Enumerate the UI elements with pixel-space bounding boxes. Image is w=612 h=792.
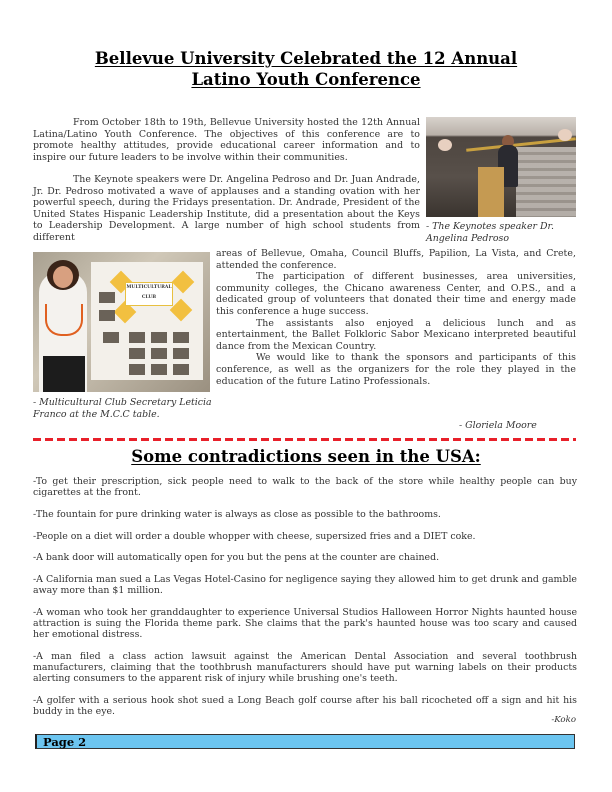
photo-detail <box>99 310 115 321</box>
list-item: -The fountain for pure drinking water is always as close as possible to the bathrooms. <box>33 508 441 520</box>
photo-detail <box>173 332 189 343</box>
page-number: Page 2 <box>43 735 87 749</box>
photo-detail <box>438 139 452 151</box>
photo-caption: - Multicultural Club Secretary Leticia Franco at the M.C.C table. <box>33 397 212 420</box>
paragraph: We would like to thank the sponsors and participants of this conference, as well as the organizers for the role they played in the education of the future Latino Professionals. <box>216 352 576 387</box>
photo-detail <box>43 356 85 392</box>
paragraph: The participation of different businesses, area universities, community colleges, the Chicano awareness Center, and O.P.S., and a dedicated group of volunteers that donated their time and energy made this conference a huge success. <box>216 271 576 317</box>
section-title <box>0 447 612 466</box>
photo-detail <box>558 129 572 141</box>
paragraph: From October 18th to 19th, Bellevue University hosted the 12th Annual Latina/Latino Youth Conference. The objectives of this conference are to promote healthy attitudes, provide educational career information and to inspire our future leaders to be involve within their communities. <box>33 117 420 163</box>
photo-detail <box>173 364 189 375</box>
list-item: -A California man sued a Las Vegas Hotel-Casino for negligence saying they allowed him to get drunk and gamble away more than $1 million. <box>33 574 577 597</box>
photo-detail <box>45 304 83 336</box>
photo-detail <box>103 332 119 343</box>
article-title <box>0 48 612 90</box>
multicultural-club-photo <box>33 252 210 392</box>
article-intro <box>33 117 420 163</box>
paragraph: areas of Bellevue, Omaha, Council Bluffs, Papilion, La Vista, and Crete, attended the conference. <box>216 248 576 271</box>
contradictions-list <box>33 476 577 728</box>
list-item: -A man filed a class action lawsuit against the American Dental Association and several toothbrush manufacturers, claiming that the toothbrush manufacturers should have put warning labels on their products alerting consumers to the apparent risk of injury while brushing one's teeth. <box>33 651 577 685</box>
article-keynote-paragraph <box>33 174 420 244</box>
photo-detail <box>99 292 115 303</box>
list-item: -A bank door will automatically open for you but the pens at the counter are chained. <box>33 552 440 564</box>
board-title: MULTICULTURAL CLUB <box>125 282 173 306</box>
keynote-speaker-photo <box>426 117 576 217</box>
photo-detail <box>129 332 145 343</box>
photo-detail <box>173 348 189 359</box>
article-byline: - Gloriela Moore <box>459 420 537 431</box>
list-item: -A golfer with a serious hook shot sued a Long Beach golf course after his ball ricocheted off a sign and hit his buddy in the eye. <box>33 695 577 718</box>
red-dashed-divider <box>33 438 576 441</box>
page-footer-bar <box>35 734 575 749</box>
paragraph: The Keynote speakers were Dr. Angelina Pedroso and Dr. Juan Andrade, Jr. Dr. Pedroso motivated a wave of applauses and a standing ovation with her powerful speech, during the Fridays presentation. Dr. Andrade, President of the United States Hispanic Leadership Institute, did a presentation about the Keys to Leadership Development. A large number of high school students from different <box>33 174 420 243</box>
title-line-1: Bellevue University Celebrated the 12 Annual <box>94 49 518 68</box>
photo-caption: - The Keynotes speaker Dr. Angelina Pedroso <box>426 221 554 244</box>
photo-detail <box>478 167 504 217</box>
photo-detail <box>129 364 145 375</box>
list-item: -People on a diet will order a double whopper with cheese, supersized fries and a DIET coke. <box>33 530 476 542</box>
title-line-2: Latino Youth Conference <box>191 70 421 89</box>
list-item: -A woman who took her granddaughter to experience Universal Studios Halloween Horror Nights haunted house attraction is suing the Florida theme park. She claims that the park's haunted house was too scary and caused her emotional distress. <box>33 606 577 641</box>
list-item: -To get their prescription, sick people need to walk to the back of the store while healthy people can buy cigarettes at the front. <box>33 476 577 499</box>
contradictions-byline: -Koko <box>551 715 576 725</box>
photo-detail <box>129 348 145 359</box>
paragraph: The assistants also enjoyed a delicious lunch and as entertainment, the Ballet Folkloric Sabor Mexicano interpreted beautiful dance from the Mexican Country. <box>216 317 576 352</box>
section-title-text: Some contradictions seen in the USA: <box>131 447 481 466</box>
article-body-continued <box>216 248 576 387</box>
photo-detail <box>53 266 73 288</box>
photo-detail <box>516 147 576 217</box>
photo-detail <box>151 332 167 343</box>
photo-detail <box>151 348 167 359</box>
photo-detail <box>151 364 167 375</box>
